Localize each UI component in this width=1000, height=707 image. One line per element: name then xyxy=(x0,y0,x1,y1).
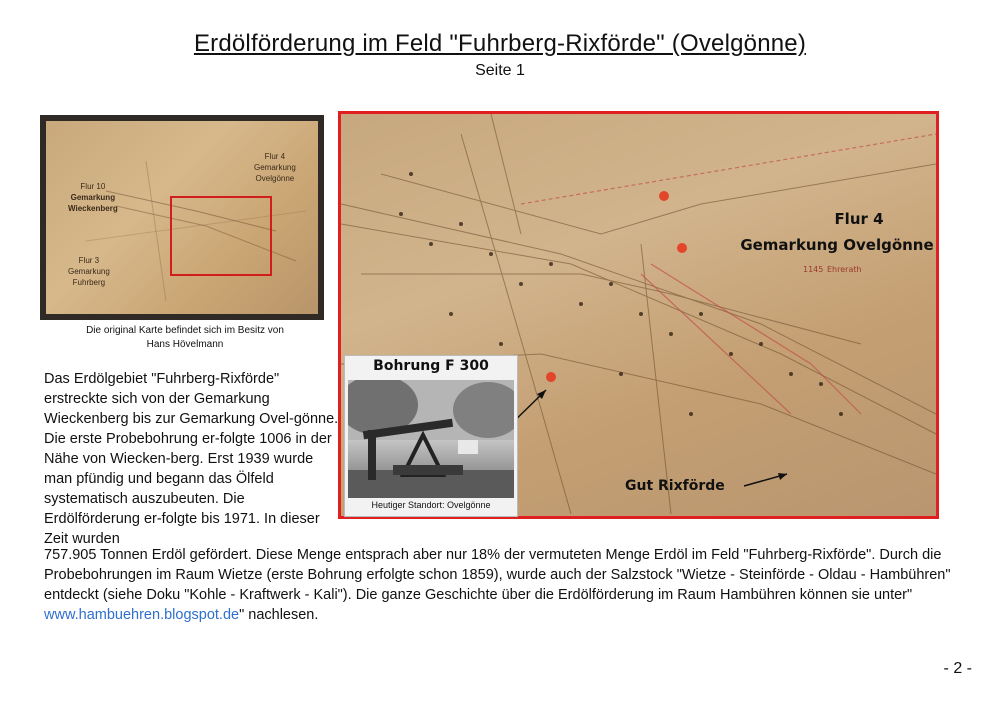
map-number-label: 1145 xyxy=(803,265,824,274)
overview-map-image xyxy=(40,115,324,320)
pumpjack-image xyxy=(348,380,514,498)
overview-map-caption xyxy=(40,324,330,352)
photo-heading: Bohrung F 300 xyxy=(373,358,489,374)
detail-label-gut-rixfoerde: Gut Rixförde xyxy=(625,478,725,494)
body-paragraph-2-text: 757.905 Tonnen Erdöl gefördert. Diese Menge entsprach aber nur 18% der vermuteten Menge Erdöl im Feld "Fuhrberg-Rixförde". Durch die Probebohrungen im Raum Wietze (erste Bohrung erfolgte schon 1859), wurde auch der Salzstock "Wietze - Steinförde - Oldau - Hambühren" entdeckt (siehe Doku "Kohle - Kraftwerk - Kali"). Die ganze Geschichte über die Erdölförderung im Raum Hambühren können sie unter" xyxy=(44,547,951,603)
overview-label-flur4-line3: Ovelgönne xyxy=(255,174,295,183)
map-name-label: Ehrerath xyxy=(827,265,862,274)
detail-label-gemarkung: Gemarkung Ovelgönne xyxy=(740,236,934,254)
photo-caption: Heutiger Standort: Ovelgönne xyxy=(371,500,491,510)
overview-label-flur3-line2: Gemarkung xyxy=(68,267,110,276)
overview-label-flur10-line1: Flur 10 xyxy=(80,182,106,191)
page-number: - 2 - xyxy=(943,660,972,677)
overview-label-flur4-line2: Gemarkung xyxy=(254,163,296,172)
caption-line-2: Hans Hövelmann xyxy=(146,339,224,350)
overview-detail-marker xyxy=(170,196,272,276)
body-paragraph-1: Das Erdölgebiet "Fuhrberg-Rixförde" erstreckte sich von der Gemarkung Wieckenberg bis zur Gemarkung Ovel-gönne. Die erste Probebohrung er-folgte 1006 in der Nähe von Wiecken-berg. Erst 1939 wurde man pfündig und begann das Ölfeld systematisch auszubeuten. Die Erdölförderung er-folgte bis 1971. In dieser Zeit wurden xyxy=(44,371,339,547)
page-title: Erdölförderung im Feld "Fuhrberg-Rixförde" (Ovelgönne) xyxy=(193,30,807,57)
blog-link[interactable]: www.hambuehren.blogspot.de xyxy=(44,607,240,623)
overview-label-flur10-line3: Wieckenberg xyxy=(68,204,118,213)
caption-line-1: Die original Karte befindet sich im Besitz von xyxy=(86,325,284,336)
overview-label-flur10-line2: Gemarkung xyxy=(70,193,116,202)
page-subtitle: Seite 1 xyxy=(475,62,525,79)
overview-label-flur3-line1: Flur 3 xyxy=(78,256,100,265)
overview-map-paper xyxy=(46,121,318,314)
detail-label-flur4: Flur 4 xyxy=(834,210,884,228)
bohrung-photo xyxy=(344,355,518,517)
body-paragraph-2-end: " nachlesen. xyxy=(239,607,319,623)
body-paragraph-2 xyxy=(44,545,974,625)
overview-label-flur3-line3: Fuhrberg xyxy=(72,278,106,287)
overview-label-flur4-line1: Flur 4 xyxy=(264,152,286,161)
